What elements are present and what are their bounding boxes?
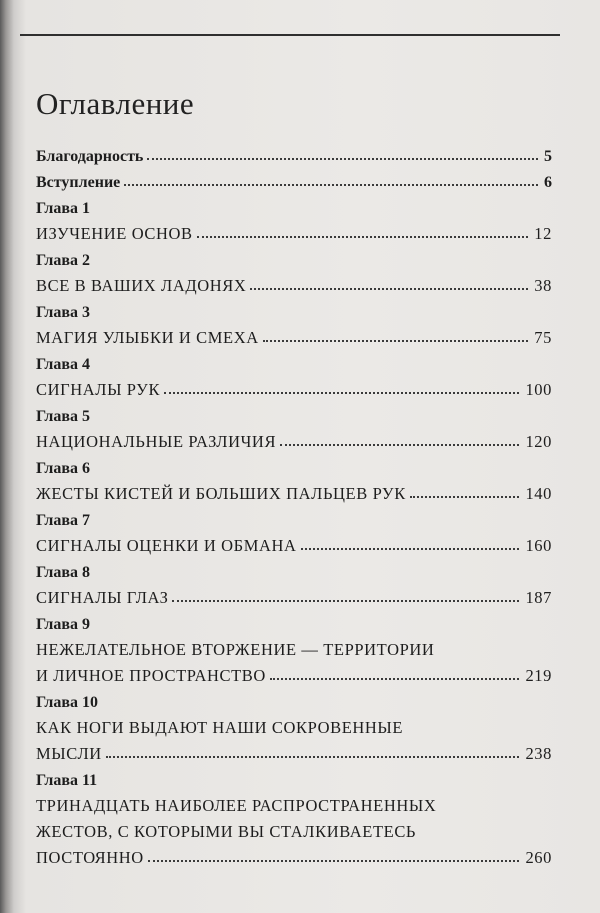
toc-page-number: 160 xyxy=(525,536,552,555)
dot-leader xyxy=(263,340,529,342)
toc-entry xyxy=(36,530,552,556)
chapter-number: Глава 8 xyxy=(36,564,90,581)
dot-leader xyxy=(280,444,519,446)
dot-leader xyxy=(172,600,519,602)
dot-leader xyxy=(106,756,520,758)
toc-page-number: 12 xyxy=(534,224,552,243)
chapter-number: Глава 3 xyxy=(36,304,90,321)
toc-entry xyxy=(36,374,552,400)
dot-leader xyxy=(147,158,538,160)
chapter-title: ИЗУЧЕНИЕ ОСНОВ xyxy=(36,224,193,243)
chapter-title-line: НЕЖЕЛАТЕЛЬНОЕ ВТОРЖЕНИЕ — ТЕРРИТОРИИ xyxy=(36,640,435,659)
toc-entry xyxy=(36,426,552,452)
chapter-title-line: ТРИНАДЦАТЬ НАИБОЛЕЕ РАСПРОСТРАНЕННЫХ xyxy=(36,796,437,815)
chapter-title: МАГИЯ УЛЫБКИ И СМЕХА xyxy=(36,328,259,347)
dot-leader xyxy=(270,678,520,680)
top-rule xyxy=(20,34,560,36)
chapter-title: ЖЕСТЫ КИСТЕЙ И БОЛЬШИХ ПАЛЬЦЕВ РУК xyxy=(36,484,406,503)
toc-page-number: 219 xyxy=(525,666,552,685)
dot-leader xyxy=(250,288,528,290)
chapter-title: СИГНАЛЫ РУК xyxy=(36,380,161,399)
toc-entry xyxy=(36,842,552,868)
toc-entry-label: Вступление xyxy=(36,174,121,191)
toc-entry xyxy=(36,322,552,348)
chapter-title: И ЛИЧНОЕ ПРОСТРАНСТВО xyxy=(36,666,266,685)
toc-entry xyxy=(36,270,552,296)
toc-page-number: 140 xyxy=(525,484,552,503)
chapter-title-line: КАК НОГИ ВЫДАЮТ НАШИ СОКРОВЕННЫЕ xyxy=(36,718,404,737)
chapter-number: Глава 2 xyxy=(36,252,90,269)
dot-leader xyxy=(301,548,520,550)
toc-page-number: 5 xyxy=(544,148,552,165)
toc-page-number: 38 xyxy=(534,276,552,295)
chapter-number: Глава 9 xyxy=(36,616,90,633)
toc-page-number: 100 xyxy=(525,380,552,399)
chapter-number: Глава 11 xyxy=(36,772,98,789)
chapter-number: Глава 6 xyxy=(36,460,90,477)
toc-page-number: 187 xyxy=(525,588,552,607)
chapter-number: Глава 1 xyxy=(36,200,90,217)
dot-leader xyxy=(410,496,520,498)
chapter-number: Глава 4 xyxy=(36,356,90,373)
toc-page-number: 260 xyxy=(525,848,552,867)
toc-entry xyxy=(36,140,552,166)
toc-entry xyxy=(36,478,552,504)
toc-page-number: 6 xyxy=(544,174,552,191)
chapter-number: Глава 5 xyxy=(36,408,90,425)
dot-leader xyxy=(148,860,520,862)
chapter-list xyxy=(36,192,552,868)
chapter-title: ПОСТОЯННО xyxy=(36,848,144,867)
chapter-title: СИГНАЛЫ ОЦЕНКИ И ОБМАНА xyxy=(36,536,297,555)
chapter-title-line: ЖЕСТОВ, С КОТОРЫМИ ВЫ СТАЛКИВАЕТЕСЬ xyxy=(36,822,417,841)
chapter-title: НАЦИОНАЛЬНЫЕ РАЗЛИЧИЯ xyxy=(36,432,277,451)
toc-entry xyxy=(36,738,552,764)
toc-entry-label: Благодарность xyxy=(36,148,144,165)
chapter-title: СИГНАЛЫ ГЛАЗ xyxy=(36,588,169,607)
chapter-number: Глава 10 xyxy=(36,694,98,711)
table-of-contents xyxy=(36,140,552,868)
toc-entry xyxy=(36,660,552,686)
page-title: Оглавление xyxy=(36,86,195,121)
toc-page-number: 120 xyxy=(525,432,552,451)
toc-entry xyxy=(36,582,552,608)
chapter-title: ВСЕ В ВАШИХ ЛАДОНЯХ xyxy=(36,276,247,295)
chapter-title: МЫСЛИ xyxy=(36,744,102,763)
dot-leader xyxy=(197,236,529,238)
chapter-number: Глава 7 xyxy=(36,512,90,529)
dot-leader xyxy=(124,184,538,186)
toc-entry xyxy=(36,218,552,244)
toc-page-number: 75 xyxy=(534,328,552,347)
dot-leader xyxy=(164,392,519,394)
toc-entry xyxy=(36,166,552,192)
toc-page-number: 238 xyxy=(525,744,552,763)
